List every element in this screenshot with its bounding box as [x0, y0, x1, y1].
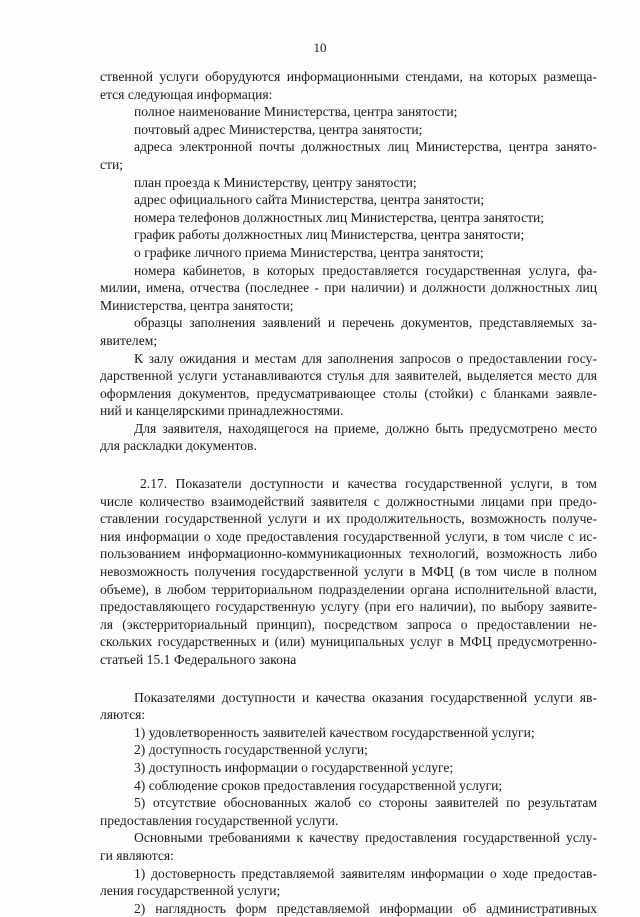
list-item: адреса электронной почты должностных лиц Министерства, центра занято- [134, 139, 597, 155]
list-item: почтовый адрес Министерства, центра занятости; [134, 121, 423, 137]
list-item: план проезда к Министерству, центру занятости; [134, 174, 417, 190]
paragraph-spacer [100, 455, 597, 475]
text-line: ственной услуги оборудуются информационными стендами, на которых размеща- [100, 69, 597, 84]
list-item: явителем; [100, 332, 158, 348]
text-line: дарственной услуги устанавливаются стулья для заявителей, выделяется место для [100, 368, 597, 384]
text-line: ний и канцелярскими принадлежностями. [100, 403, 344, 419]
list-item: 1) удовлетворенность заявителей качеством государственной услуги; [134, 724, 535, 740]
text-line: ля (экстерриториальный принцип), посредством запроса о предоставлении не- [100, 616, 597, 632]
list-item: предоставления государственной услуги. [100, 812, 339, 828]
text-line: К залу ожидания и местам для заполнения запросов о предоставлении госу- [134, 350, 597, 366]
text-line: Для заявителя, находящегося на приеме, должно быть предусмотрено место [134, 420, 597, 436]
list-item: 4) соблюдение сроков предоставления государственной услуги; [134, 777, 503, 793]
text-line: скольких государственных и (или) муниципальных услуг в МФЦ предусмотренно- [100, 634, 597, 650]
list-item: 3) доступность информации о государственной услуге; [134, 759, 454, 775]
list-item: график работы должностных лиц Министерства, центра занятости; [134, 227, 525, 243]
requirements-list [100, 865, 597, 917]
list-item: милии, имена, отчества (последнее - при наличии) и должности должностных лиц [100, 280, 597, 296]
text-line: пользованием информационно-коммуникационных технологий, возможность либо [100, 546, 597, 562]
text-line: Показателями доступности и качества оказания государственной услуги яв- [134, 689, 597, 705]
page-number: 10 [313, 40, 327, 55]
text-line: оформления документов, предусматривающее столы (стойки) с бланками заявле- [100, 385, 597, 401]
text-line: невозможность получения государственной услуги в МФЦ (в том числе в полном [100, 564, 597, 580]
list-item: 1) достоверность представляемой заявителям информации о ходе предостав- [134, 865, 597, 881]
text-line: ется следующая информация: [100, 86, 273, 102]
list-item: образцы заполнения заявлений и перечень документов, представляемых за- [134, 315, 597, 331]
list-item: 5) отсутствие обоснованных жалоб со стороны заявителей по результатам [134, 795, 597, 811]
text-line: ляются: [100, 707, 146, 723]
list-item: 2) доступность государственной услуги; [134, 742, 368, 758]
text-line: ги являются: [100, 847, 174, 863]
list-item: о графике личного приема Министерства, центра занятости; [134, 244, 484, 260]
list-item: сти; [100, 156, 124, 172]
list-item: полное наименование Министерства, центра занятости; [134, 104, 458, 120]
text-line: ставлении государственной услуги и их продолжительность, возможность получе- [100, 511, 597, 527]
section-heading-line: 2.17. Показатели доступности и качества государственной услуги, в том [140, 476, 597, 492]
list-item: номера телефонов должностных лиц Министерства, центра занятости; [134, 209, 545, 225]
paragraph-spacer [100, 669, 597, 689]
text-line: Основными требованиями к качеству предоставления государственной услу- [134, 830, 597, 846]
document-body [100, 68, 597, 917]
info-list [100, 103, 597, 349]
list-item: адрес официального сайта Министерства, центра занятости; [134, 192, 485, 208]
list-item: Министерства, центра занятости; [100, 297, 294, 313]
text-line: статьей 15.1 Федерального закона [100, 652, 297, 667]
text-line: для раскладки документов. [100, 438, 257, 454]
text-line: предоставляющего государственную услугу (при его наличии), по выбору заявите- [100, 599, 597, 615]
text-line: ния информации о ходе предоставления государственной услуги, в том числе с ис- [100, 528, 597, 544]
list-item: 2) наглядность форм представляемой информации об административных [134, 900, 597, 916]
list-item: номера кабинетов, в которых предоставляется государственная услуга, фа- [134, 262, 597, 278]
text-line: объеме), в любом территориальном подразделении органа исполнительной власти, [100, 581, 597, 597]
text-line: числе количество взаимодействий заявителя с должностными лицами при предо- [100, 493, 597, 509]
list-item: ления государственной услуги; [100, 883, 281, 899]
indicators-list [100, 724, 597, 830]
